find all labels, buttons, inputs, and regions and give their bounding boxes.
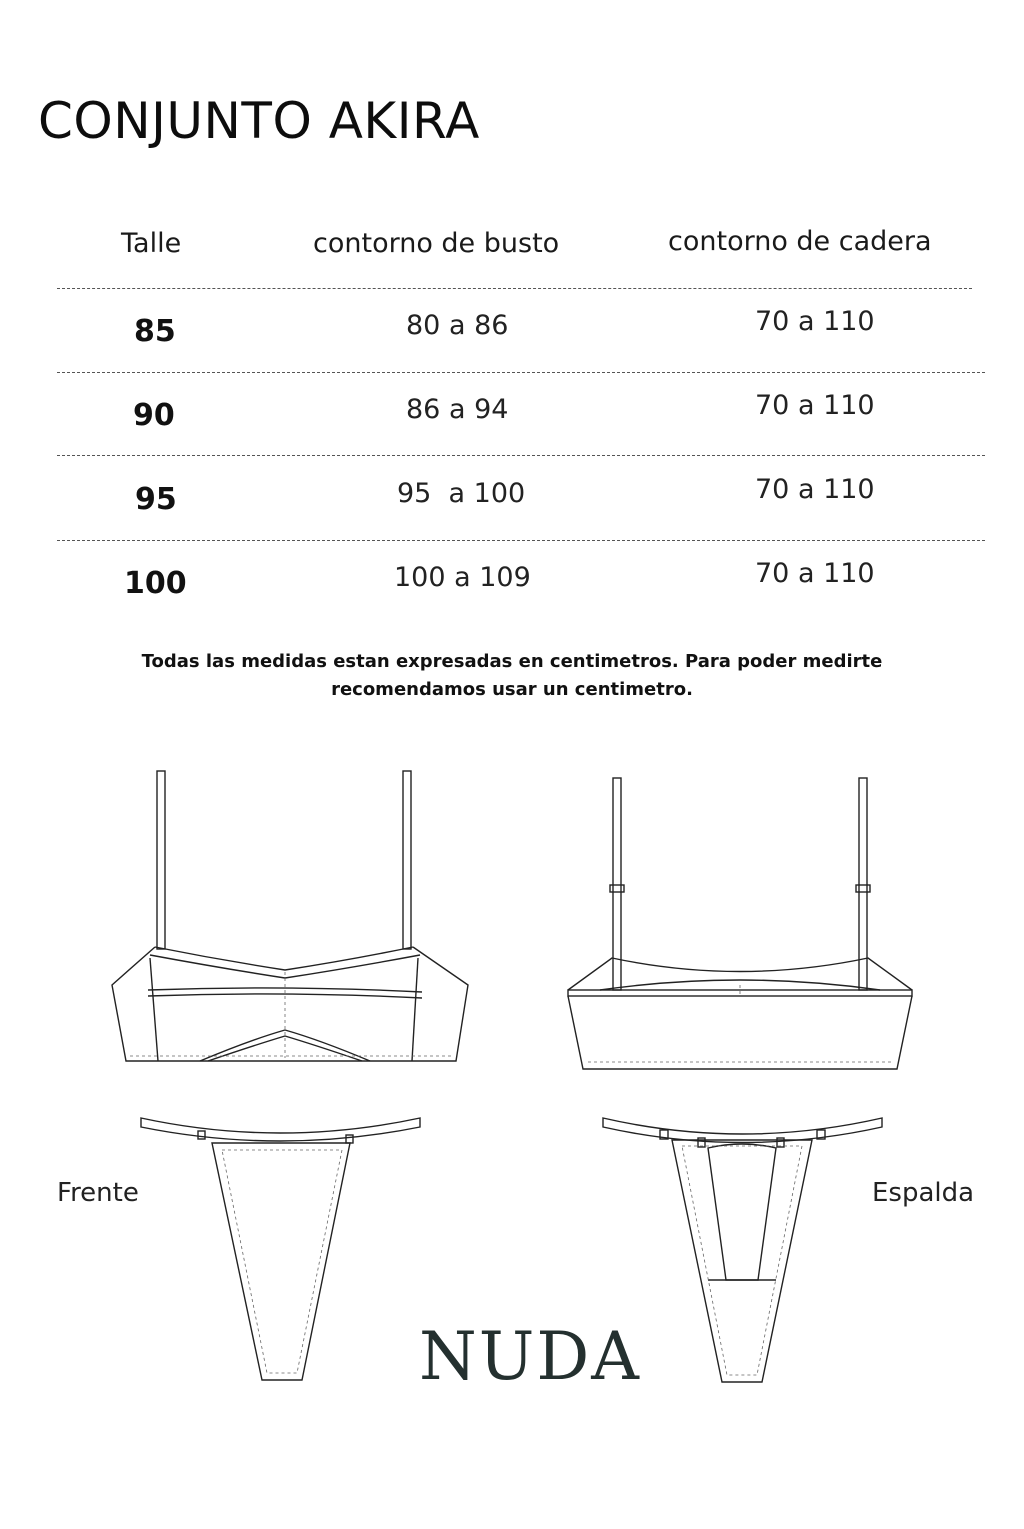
back-bra-illustration — [568, 778, 912, 1069]
bust-value: 95 a 100 — [397, 478, 526, 509]
brand-logo: NUDA — [419, 1318, 641, 1395]
size-value: 90 — [133, 398, 175, 433]
size-value: 95 — [135, 482, 177, 517]
note-line-2: recomendamos usar un centimetro. — [331, 679, 693, 700]
note-line-1: Todas las medidas estan expresadas en centimetros. Para poder medirte — [141, 651, 883, 672]
header-bust: contorno de busto — [313, 228, 560, 259]
back-label: Espalda — [872, 1178, 975, 1208]
page-title: CONJUNTO AKIRA — [38, 92, 480, 150]
front-bra-illustration — [112, 771, 468, 1061]
hip-value: 70 a 110 — [755, 474, 875, 505]
bust-value: 86 a 94 — [406, 394, 509, 425]
front-bottom-illustration — [141, 1118, 420, 1380]
hip-value: 70 a 110 — [755, 558, 875, 589]
bust-value: 80 a 86 — [406, 310, 509, 341]
front-label: Frente — [57, 1178, 139, 1208]
header-size: Talle — [121, 228, 182, 259]
bust-value: 100 a 109 — [394, 562, 531, 593]
back-bottom-illustration — [603, 1118, 882, 1382]
hip-value: 70 a 110 — [755, 306, 875, 337]
size-value: 85 — [134, 314, 176, 349]
size-value: 100 — [124, 566, 187, 601]
header-hip: contorno de cadera — [668, 226, 932, 257]
hip-value: 70 a 110 — [755, 390, 875, 421]
